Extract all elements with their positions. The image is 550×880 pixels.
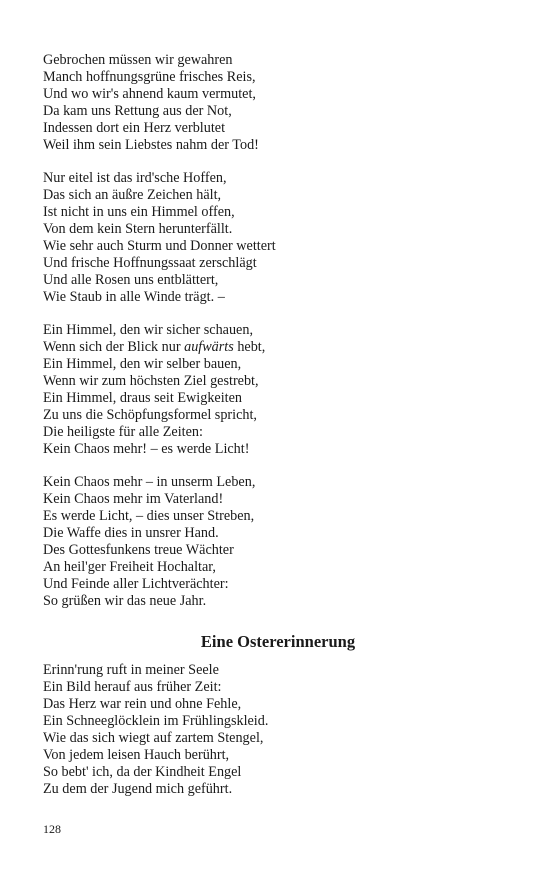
verse-line: Und frische Hoffnungssaat zerschlägt [43, 255, 257, 271]
stanza [43, 52, 513, 154]
verse-line: Ein Himmel, draus seit Ewigkeiten [43, 390, 242, 406]
verse-line: Das Herz war rein und ohne Fehle, [43, 696, 242, 712]
verse-line: Und alle Rosen uns entblättert, [43, 272, 219, 288]
verse-line: Manch hoffnungsgrüne frisches Reis, [43, 69, 256, 85]
poem-continued [43, 52, 513, 610]
verse-line: Wie Staub in alle Winde trägt. – [43, 289, 225, 305]
verse-line: Da kam uns Rettung aus der Not, [43, 103, 232, 119]
verse-line: Wie sehr auch Sturm und Donner wettert [43, 238, 276, 254]
verse-line: Von jedem leisen Hauch berührt, [43, 747, 230, 763]
stanza [43, 662, 513, 798]
verse-line: Kein Chaos mehr im Vaterland! [43, 491, 224, 507]
verse-line: Ein Himmel, den wir selber bauen, [43, 356, 242, 372]
verse-line: Ein Himmel, den wir sicher schauen, [43, 322, 253, 338]
verse-line: Weil ihm sein Liebstes nahm der Tod! [43, 137, 259, 153]
verse-line: Gebrochen müssen wir gewahren [43, 52, 233, 68]
verse-line: An heil'ger Freiheit Hochaltar, [43, 559, 216, 575]
page-number: 128 [43, 822, 61, 836]
verse-line: Es werde Licht, – dies unser Streben, [43, 508, 255, 524]
poem-title: Eine Ostererinnerung [200, 632, 356, 651]
verse-line: Von dem kein Stern herunterfällt. [43, 221, 233, 237]
verse-line: Nur eitel ist das ird'sche Hoffen, [43, 170, 227, 186]
verse-line: Kein Chaos mehr – in unserm Leben, [43, 474, 256, 490]
verse-line: Erinn'rung ruft in meiner Seele [43, 662, 219, 678]
verse-line: Wenn wir zum höchsten Ziel gestrebt, [43, 373, 259, 389]
verse-line: Das sich an äußre Zeichen hält, [43, 187, 222, 203]
stanza [43, 170, 513, 306]
verse-line: Die heiligste für alle Zeiten: [43, 424, 203, 440]
verse-line: Zu uns die Schöpfungsformel spricht, [43, 407, 257, 423]
verse-line: Zu dem der Jugend mich geführt. [43, 781, 233, 797]
verse-line: Und Feinde aller Lichtverächter: [43, 576, 229, 592]
stanza [43, 322, 513, 458]
emphasized-word: aufwärts [184, 339, 234, 355]
verse-line: Kein Chaos mehr! – es werde Licht! [43, 441, 250, 457]
verse-line: Ist nicht in uns ein Himmel offen, [43, 204, 235, 220]
verse-line: Indessen dort ein Herz verblutet [43, 120, 226, 136]
verse-line: Wie das sich wiegt auf zartem Stengel, [43, 730, 264, 746]
verse-line: Ein Schneeglöcklein im Frühlingskleid. [43, 713, 269, 729]
verse-line: Und wo wir's ahnend kaum vermutet, [43, 86, 256, 102]
verse-line: So bebt' ich, da der Kindheit Engel [43, 764, 242, 780]
verse-line: Des Gottesfunkens treue Wächter [43, 542, 234, 558]
verse-line: Wenn sich der Blick nur aufwärts hebt, [43, 339, 266, 355]
verse-line: Die Waffe dies in unsrer Hand. [43, 525, 219, 541]
stanza [43, 474, 513, 610]
verse-line: So grüßen wir das neue Jahr. [43, 593, 207, 609]
page-body [43, 52, 513, 814]
poem-ostererinnerung [43, 662, 513, 798]
verse-line: Ein Bild herauf aus früher Zeit: [43, 679, 222, 695]
